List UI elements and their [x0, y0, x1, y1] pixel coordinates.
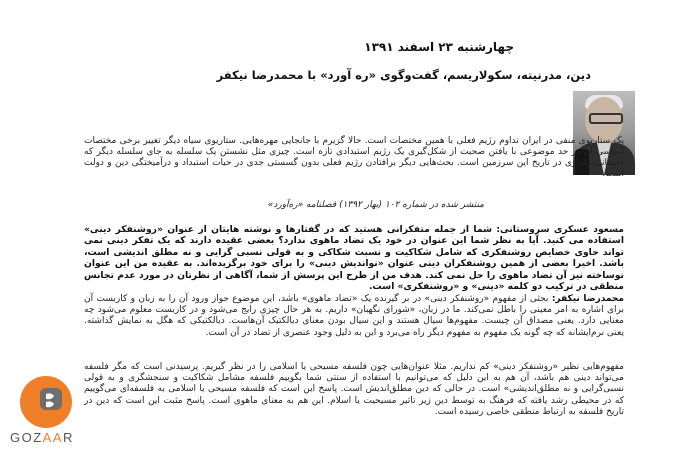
- logo-wordmark: GOZAAR: [10, 430, 74, 445]
- article-date: چهارشنبه ۲۳ اسفند ۱۳۹۱: [364, 40, 514, 54]
- interview-question: [84, 224, 624, 292]
- publication-source: منتشر شده در شماره ۱۰۲ (بهار ۱۳۹۲) فصلنامه «ره‌آورد»: [267, 200, 484, 210]
- article-title: دین، مدرنیته، سکولاریسم، گفت‌وگوی «ره آورد» با محمدرضا نیکفر: [216, 68, 591, 82]
- interview-answer: [84, 294, 624, 339]
- article-intro: یک ستاریوی منفی در ایران تداوم رژیم فعلی با همین مختصات است. حالا گزیرم با جانجایی مهره‌هایی. ستاریوی سیاه دیگر تغییر برخی مختصات اساسی آن در حد موضوعی با یافتن صحبت از شکل‌گیری یک رژیم استبدادی تازه است. چیزی مثل نشستن یک سلسله به جای سلسله دیگر که داستانی تکراری در تاریخ این سرزمین است. بحث‌هایی دیگر برافتادن رژیم فعلی بدون گسستی جدی در حیات استبداد و درآمیختگی دین و دولت است.: [84, 136, 624, 179]
- gozaar-logo[interactable]: [0, 372, 90, 464]
- interview-answer-continued: مفهوم‌هایی نظیر «روشنفکر دینی» کم نداریم. مثلا عنوان‌هایی چون فلسفه مسیحی یا اسلامی را در نظر گیریم. پرسیدنی است که مگر فلسفه می‌تواند دینی هم باشد، آن هم به این دلیل که می‌توانیم با استفاده از سنتی شما بگوییم فلسفه مشامل شکاکیت و سنجشگری و به قولی نسبی‌گرایی و نه مطلق‌اندیشی» است. در حالی که دین مطلق‌اندیش است. پاسخ این است که فلسفه مسیحی یا اسلامی به فلسفه‌ای می‌گوییم که در محیطی رشد یافته که فرهنگ به توسط دین زیر تاثیر مسیحیت یا اسلام. این هم به معنای ماهوی است. پاسخ مثبت این است که دین در تاریخ فلسفه به ارتباط منطقی خاصی رسیده است.: [84, 362, 624, 417]
- answer-speaker: محمدرضا نیکفر:: [551, 294, 624, 304]
- question-speaker: مسعود عسکری سروستانی:: [496, 224, 624, 235]
- gozaar-logo-icon: [20, 376, 72, 428]
- question-text: شما از جمله متفکرانی هستید که در گفتارها و نوشته هایتان از عنوان «روشنفکر دینی» استفاده می کنید. آیا به نظر شما این عنوان در خود یک تضاد ماهوی ندارد؟ بعضی عقیده دارند که یک تفکر دینی نمی تواند حاوی خصایص روشنفکری که شامل شکاکیت و نسبت شکاکی و به قولی نسبی گرایی و نه مطلق اندیشی است، باشد. اخیرا بعضی از همین روشنفکران دینی عنوان «نواندیش دینی» را برای خود برگزیده‌اند. به عقیده من این عنوان نوساخته نیز آن تضاد ماهوی را حل نمی کند. هدف من از طرح این پرسش از شما، آگاهی از نظرتان در مورد عدم تجانس منطقی در ترکیب دو کلمه «دینی» و «روشنفکری» است.: [84, 224, 624, 293]
- answer-text: بحثی از مفهوم «روشنفکر دینی» در بر گیرنده یک «تضاد ماهوی» باشد، این موضوع جواز ورود آن را به زبان و کاربست آن برای اشاره به امر معینی را باطل نمی‌کند. ما در زبان، «شورای نگهبان» داریم. به هر حال چیزی رایج می‌شود و در کاربست معلوم می‌شود چه معنایی دارد. یعنی مصداق آن چیست. مفهوم‌ها سیال هستند و این سیال بودن معنای دیالکتیک آن‌هاست. دیالکتیکی که هگل به نمایش گذاشته. یعنی نرم‌ایشانه که چه گونه یک مفهوم به مفهوم دیگر راه می‌برد و این به دلیل وجود عنصری از تضاد در آن است.: [84, 294, 624, 338]
